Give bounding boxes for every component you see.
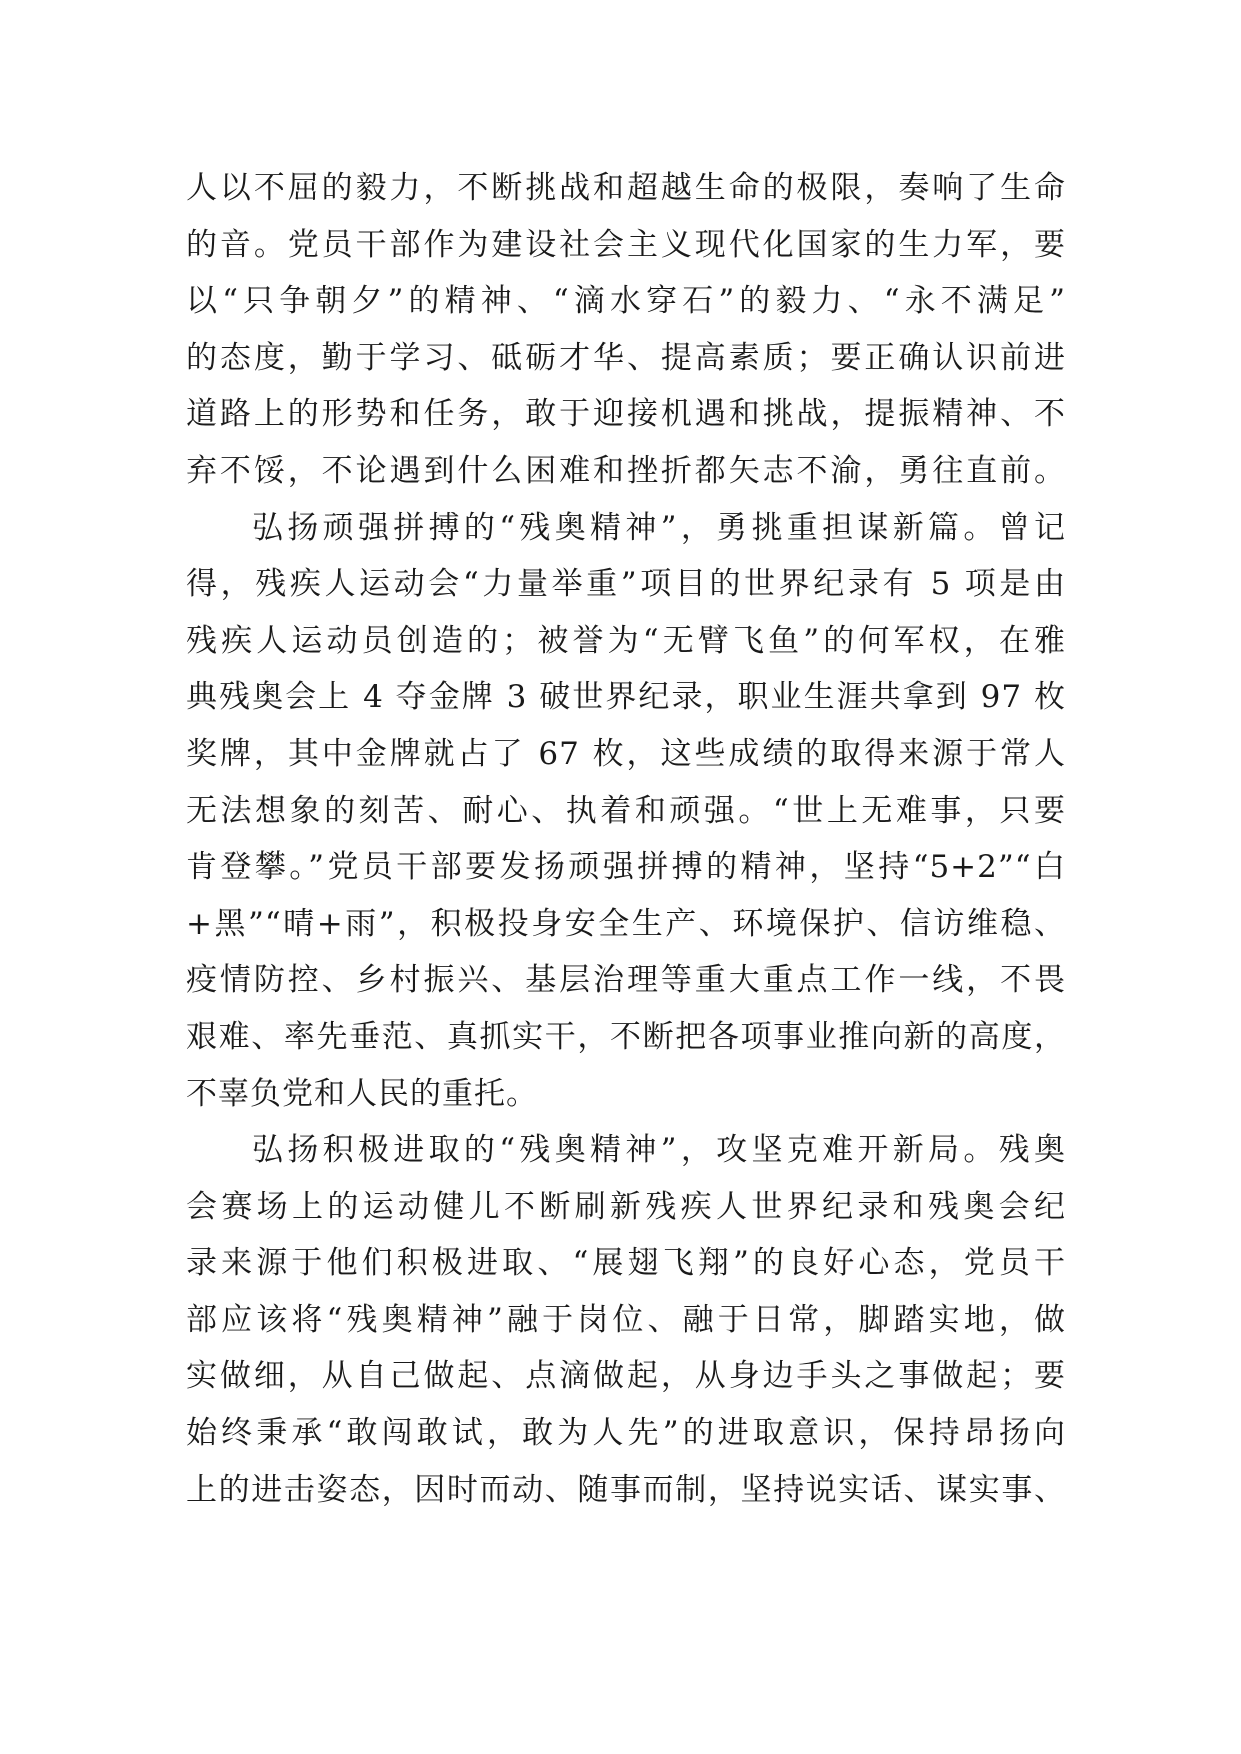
text-line: 道路上的形势和任务，敢于迎接机遇和挑战，提振精神、不 [186, 396, 1066, 433]
text-line: 疫情防控、乡村振兴、基层治理等重大重点工作一线，不畏 [186, 962, 1066, 999]
text-line: 人以不屈的毅力，不断挑战和超越生命的极限，奏响了生命 [186, 170, 1066, 206]
text-line: 弘扬积极进取的“残奥精神”，攻坚克难开新局。残奥 [252, 1132, 1066, 1169]
text-line: 艰难、率先垂范、真抓实干，不断把各项事业推向新的高度， [186, 1018, 1066, 1055]
text-line: 会赛场上的运动健儿不断刷新残疾人世界纪录和残奥会纪 [186, 1188, 1066, 1225]
text-line: 不辜负党和人民的重托。 [186, 1075, 538, 1112]
paragraph-3 [186, 1122, 1066, 1518]
text-line: 上的进击姿态，因时而动、随事而制，坚持说实话、谋实事、 [186, 1471, 1066, 1508]
text-line: 得，残疾人运动会“力量举重”项目的世界纪录有 5 项是由 [186, 566, 1066, 603]
text-line: +黑”“晴+雨”，积极投身安全生产、环境保护、信访维稳、 [186, 905, 1066, 942]
text-line: 肯登攀。”党员干部要发扬顽强拼搏的精神，坚持“5+2”“白 [186, 849, 1066, 886]
text-line: 部应该将“残奥精神”融于岗位、融于日常，脚踏实地，做 [186, 1301, 1066, 1338]
text-line: 残疾人运动员创造的；被誉为“无臂飞鱼”的何军权，在雅 [186, 622, 1066, 659]
text-line: 的音。党员干部作为建设社会主义现代化国家的生力军，要 [186, 226, 1066, 263]
text-line: 的态度，勤于学习、砥砺才华、提高素质；要正确认识前进 [186, 339, 1066, 376]
paragraph-1 [186, 160, 1066, 500]
text-line: 弃不馁，不论遇到什么困难和挫折都矢志不渝，勇往直前。 [186, 452, 1066, 489]
text-line: 始终秉承“敢闯敢试，敢为人先”的进取意识，保持昂扬向 [186, 1415, 1066, 1452]
text-line: 录来源于他们积极进取、“展翅飞翔”的良好心态，党员干 [186, 1245, 1066, 1282]
paragraph-2 [186, 500, 1066, 1123]
text-line: 弘扬顽强拼搏的“残奥精神”，勇挑重担谋新篇。曾记 [252, 509, 1066, 546]
text-line: 实做细，从自己做起、点滴做起，从身边手头之事做起；要 [186, 1358, 1066, 1395]
text-line: 奖牌，其中金牌就占了 67 枚，这些成绩的取得来源于常人 [186, 735, 1066, 772]
text-line: 典残奥会上 4 夺金牌 3 破世界纪录，职业生涯共拿到 97 枚 [186, 679, 1066, 716]
document-body [186, 160, 1066, 1518]
text-line: 以“只争朝夕”的精神、“滴水穿石”的毅力、“永不满足” [186, 283, 1066, 320]
text-line: 无法想象的刻苦、耐心、执着和顽强。“世上无难事，只要 [186, 792, 1066, 829]
